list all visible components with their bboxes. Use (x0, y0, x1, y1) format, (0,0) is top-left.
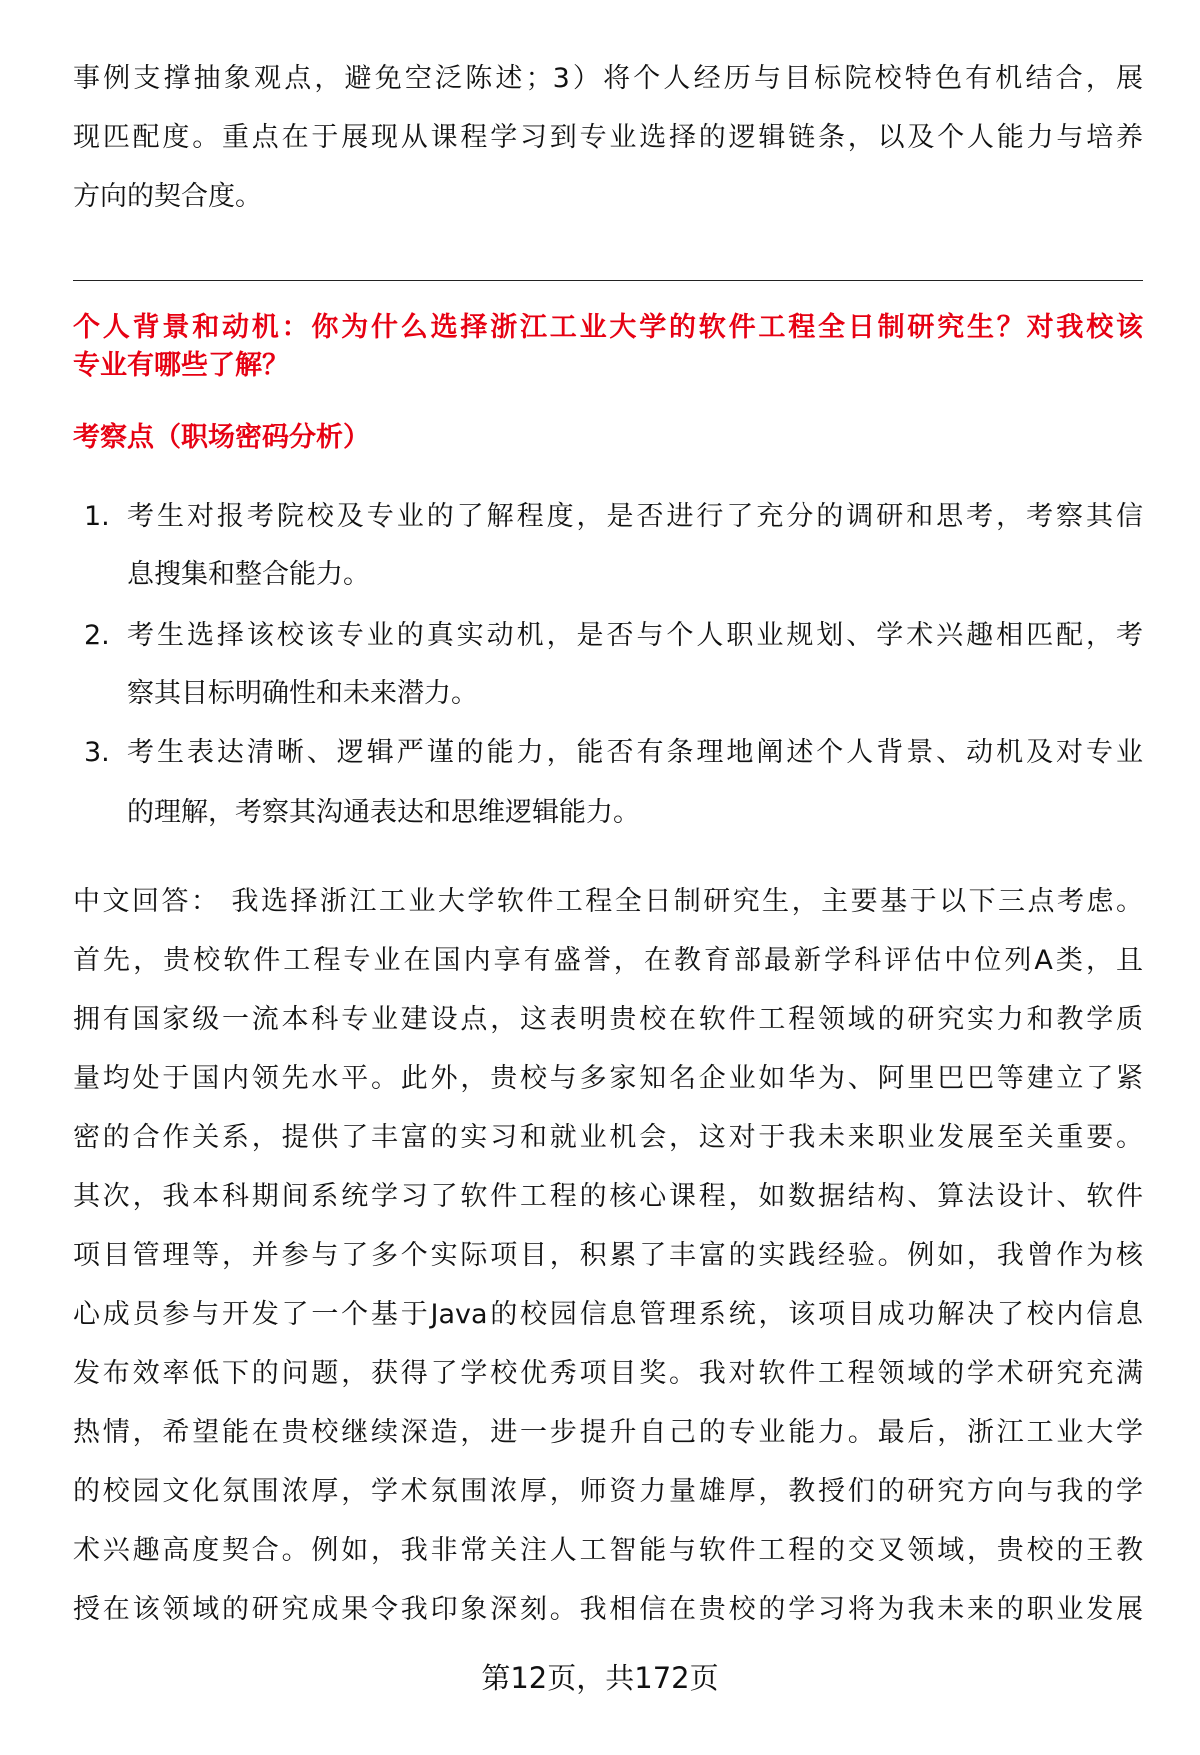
text-line: 术兴趣高度契合。例如，我非常关注人工智能与软件工程的交叉领域，贵校的王教 (73, 1535, 1143, 1566)
list-number: 3. (84, 737, 110, 768)
text-line: 项目管理等，并参与了多个实际项目，积累了丰富的实践经验。例如，我曾作为核 (73, 1240, 1143, 1271)
text-line: 心成员参与开发了一个基于Java的校园信息管理系统，该项目成功解决了校内信息 (73, 1299, 1143, 1330)
text-line: 方向的契合度。 (73, 181, 262, 212)
text-line: 现匹配度。重点在于展现从课程学习到专业选择的逻辑链条，以及个人能力与培养 (73, 122, 1143, 153)
text-line: 首先，贵校软件工程专业在国内享有盛誉，在教育部最新学科评估中位列A类，且 (73, 945, 1143, 976)
text-line: 考生对报考院校及专业的了解程度，是否进行了充分的调研和思考，考察其信 (127, 501, 1143, 532)
text-line: 热情，希望能在贵校继续深造，进一步提升自己的专业能力。最后，浙江工业大学 (73, 1417, 1143, 1448)
text-line: 其次，我本科期间系统学习了软件工程的核心课程，如数据结构、算法设计、软件 (73, 1181, 1143, 1212)
text-line: 中文回答： 我选择浙江工业大学软件工程全日制研究生，主要基于以下三点考虑。 (73, 886, 1143, 917)
text-line: 量均处于国内领先水平。此外，贵校与多家知名企业如华为、阿里巴巴等建立了紧 (73, 1063, 1143, 1094)
text-line: 考生选择该校该专业的真实动机，是否与个人职业规划、学术兴趣相匹配，考 (127, 620, 1143, 651)
list-number: 2. (84, 620, 110, 651)
section-divider (73, 280, 1143, 281)
assessment-title: 考察点（职场密码分析） (73, 422, 370, 453)
text-line: 的校园文化氛围浓厚，学术氛围浓厚，师资力量雄厚，教授们的研究方向与我的学 (73, 1476, 1143, 1507)
list-number: 1. (84, 501, 110, 532)
text-line: 发布效率低下的问题，获得了学校优秀项目奖。我对软件工程领域的学术研究充满 (73, 1358, 1143, 1389)
text-line: 息搜集和整合能力。 (127, 559, 370, 590)
heading-line: 专业有哪些了解？ (73, 350, 289, 381)
text-line: 密的合作关系，提供了丰富的实习和就业机会，这对于我未来职业发展至关重要。 (73, 1122, 1143, 1153)
text-line: 事例支撑抽象观点，避免空泛陈述；3）将个人经历与目标院校特色有机结合，展 (73, 63, 1143, 94)
text-line: 授在该领域的研究成果令我印象深刻。我相信在贵校的学习将为我未来的职业发展 (73, 1594, 1143, 1625)
text-line: 的理解，考察其沟通表达和思维逻辑能力。 (127, 797, 640, 828)
text-line: 考生表达清晰、逻辑严谨的能力，能否有条理地阐述个人背景、动机及对专业 (127, 737, 1143, 768)
page-number: 第12页，共172页 (481, 1661, 719, 1695)
heading-line: 个人背景和动机：你为什么选择浙江工业大学的软件工程全日制研究生？对我校该 (73, 312, 1143, 343)
text-line: 拥有国家级一流本科专业建设点，这表明贵校在软件工程领域的研究实力和教学质 (73, 1004, 1143, 1035)
text-line: 察其目标明确性和未来潜力。 (127, 678, 478, 709)
